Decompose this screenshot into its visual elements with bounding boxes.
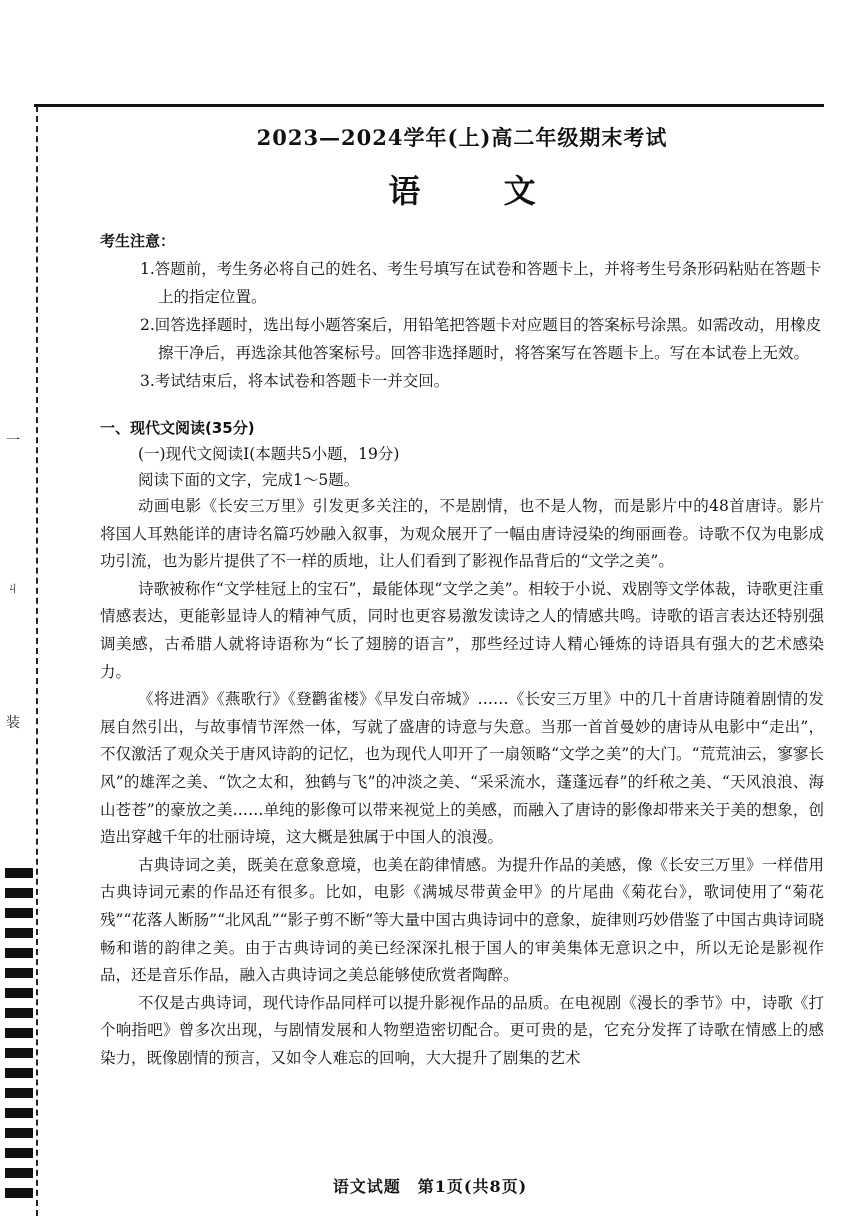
binding-tick-mark: [5, 1008, 33, 1018]
binding-tick-mark: [5, 908, 33, 918]
binding-tick-mark: [5, 988, 33, 998]
subject-title: 语 文: [388, 172, 572, 210]
section-heading: 一、现代文阅读(35分): [100, 419, 255, 437]
binding-dashed-line: [36, 106, 40, 1216]
notice-item-3: 3.考试结束后，将本试卷和答题卡一并交回。: [140, 372, 450, 390]
passage-paragraph-5: 不仅是古典诗词，现代诗作品同样可以提升影视作品的品质。在电视剧《漫长的季节》中，诗歌《打个响指吧》曾多次出现，与剧情发展和人物塑造密切配合。更可贵的是，它充分发挥了诗歌在情感上的感染力，既像剧情的预言，又如令人难忘的回响，大大提升了剧集的艺术: [100, 993, 824, 1067]
passage-paragraph-1: 动画电影《长安三万里》引发更多关注的，不是剧情，也不是人物，而是影片中的48首唐诗。影片将国人耳熟能详的唐诗名篇巧妙融入叙事，为观众展开了一幅由唐诗浸染的绚丽画卷。诗歌不仅为电影成功引流，也为影片提供了不一样的质地，让人们看到了影视作品背后的“文学之美”。: [100, 497, 824, 571]
binding-tick-mark: [5, 1128, 33, 1138]
binding-tick-mark: [5, 1048, 33, 1058]
binding-char-2: ㄐ: [6, 581, 20, 597]
binding-char-1: 一: [6, 433, 20, 449]
passage-paragraph-2: 诗歌被称作“文学桂冠上的宝石”，最能体现“文学之美”。相较于小说、戏剧等文学体裁，诗歌更注重情感表达，更能彰显诗人的精神气质，同时也更容易激发读诗之人的情感共鸣。诗歌的语言表达还特别强调美感，古希腊人就将诗语称为“长了翅膀的语言”，那些经过诗人精心锤炼的诗语具有强大的艺术感染力。: [100, 579, 824, 681]
binding-tick-marks: [5, 868, 33, 1216]
binding-tick-mark: [5, 1028, 33, 1038]
binding-tick-mark: [5, 948, 33, 958]
sub-section-heading: (一)现代文阅读Ⅰ(本题共5小题，19分): [138, 445, 400, 463]
binding-tick-mark: [5, 1068, 33, 1078]
binding-tick-mark: [5, 1088, 33, 1098]
notice-heading: 考生注意：: [100, 232, 176, 250]
notice-item-1: 1.答题前，考生务必将自己的姓名、考生号填写在试卷和答题卡上，并将考生号条形码粘贴在答题卡上的指定位置。: [140, 260, 822, 306]
binding-tick-mark: [5, 1108, 33, 1118]
exam-title: 2023—2024学年(上)高二年级期末考试: [256, 125, 668, 150]
notice-item-2: 2.回答选择题时，选出每小题答案后，用铅笔把答题卡对应题目的答案标号涂黑。如需改动，用橡皮擦干净后，再选涂其他答案标号。回答非选择题时，将答案写在答题卡上。写在本试卷上无效。: [140, 316, 822, 362]
binding-tick-mark: [5, 888, 33, 898]
passage-paragraph-4: 古典诗词之美，既美在意象意境，也美在韵律情感。为提升作品的美感，像《长安三万里》一样借用古典诗词元素的作品还有很多。比如，电影《满城尽带黄金甲》的片尾曲《菊花台》，歌词使用了“菊花残”“花落人断肠”“北风乱”“影子剪不断”等大量中国古典诗词中的意象，旋律则巧妙借鉴了中国古典诗词晓畅和谐的韵律之美。由于古典诗词的美已经深深扎根于国人的审美集体无意识之中，所以无论是影视作品，还是音乐作品，融入古典诗词之美总能够使欣赏者陶醉。: [100, 855, 824, 985]
binding-tick-mark: [5, 868, 33, 878]
binding-tick-mark: [5, 968, 33, 978]
binding-char-3: 装: [6, 715, 20, 731]
top-rule: [34, 104, 824, 107]
passage-paragraph-3: 《将进酒》《燕歌行》《登鹳雀楼》《早发白帝城》……《长安三万里》中的几十首唐诗随着剧情的发展自然引出，与故事情节浑然一体，写就了盛唐的诗意与失意。当那一首首曼妙的唐诗从电影中“走出”，不仅激活了观众关于唐风诗韵的记忆，也为现代人叩开了一扇领略“文学之美”的大门。“荒荒油云，寥寥长风”的雄浑之美、“饮之太和，独鹤与飞”的冲淡之美、“采采流水，蓬蓬远春”的纤秾之美、“天风浪浪、海山苍苍”的豪放之美……单纯的影像可以带来视觉上的美感，而融入了唐诗的影像却带来关于美的想象，创造出穿越千年的壮丽诗境，这大概是独属于中国人的浪漫。: [100, 690, 824, 847]
page-footer: 语文试题 第1页(共8页): [332, 1177, 528, 1196]
reading-instruction: 阅读下面的文字，完成1～5题。: [138, 471, 360, 489]
binding-tick-mark: [5, 1148, 33, 1158]
page-content: [100, 116, 824, 1072]
notice-list: [100, 255, 824, 395]
binding-tick-mark: [5, 928, 33, 938]
